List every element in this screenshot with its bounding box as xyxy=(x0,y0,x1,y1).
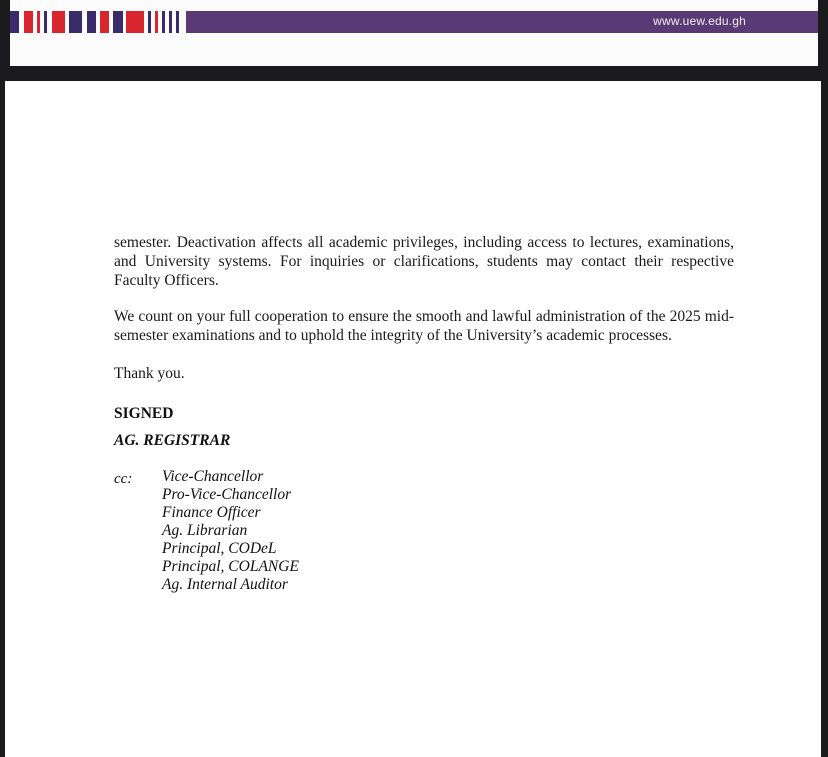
cc-list xyxy=(162,468,299,594)
cc-item: Principal, COLANGE xyxy=(162,558,299,575)
band-bar xyxy=(10,11,19,33)
band-bar xyxy=(126,11,144,33)
band-bar xyxy=(52,11,65,33)
paragraph-thanks: Thank you. xyxy=(114,365,185,382)
band-bar xyxy=(69,11,82,33)
signed-label: SIGNED xyxy=(114,405,174,422)
cc-item: Pro-Vice-Chancellor xyxy=(162,486,292,503)
band-bar xyxy=(176,11,179,33)
band-bar xyxy=(37,11,40,33)
paragraph-cooperation: We count on your full cooperation to ensure the smooth and lawful administration of the 2025 mid-semester examinations and to uphold the integrity of the University’s academic processes. xyxy=(114,308,734,344)
cc-item: Ag. Internal Auditor xyxy=(162,576,288,593)
letterhead-page-top xyxy=(10,0,818,66)
band-bar xyxy=(169,11,172,33)
band-bar xyxy=(100,11,109,33)
letter-page xyxy=(5,81,821,757)
cc-item: Finance Officer xyxy=(162,504,261,521)
band-bar xyxy=(87,11,96,33)
band-bar xyxy=(162,11,165,33)
band-bar xyxy=(148,11,151,33)
band-bar xyxy=(155,11,158,33)
letter-body xyxy=(114,233,734,383)
band-purple-strip xyxy=(186,11,818,33)
band-bar xyxy=(24,11,33,33)
band-bar xyxy=(113,11,123,33)
cc-item: Ag. Librarian xyxy=(162,522,248,539)
cc-item: Principal, CODeL xyxy=(162,540,277,557)
website-url: www.uew.edu.gh xyxy=(653,14,746,28)
signatory-title: AG. REGISTRAR xyxy=(114,432,231,449)
band-bar xyxy=(44,11,47,33)
cc-label: cc: xyxy=(114,471,133,487)
letterhead-band xyxy=(10,11,818,33)
cc-item: Vice-Chancellor xyxy=(162,468,264,485)
paragraph-deactivation: semester. Deactivation affects all academic privileges, including access to lectures, examinations, and University systems. For inquiries or clarifications, students may contact their respective Faculty Officers. xyxy=(114,234,734,289)
